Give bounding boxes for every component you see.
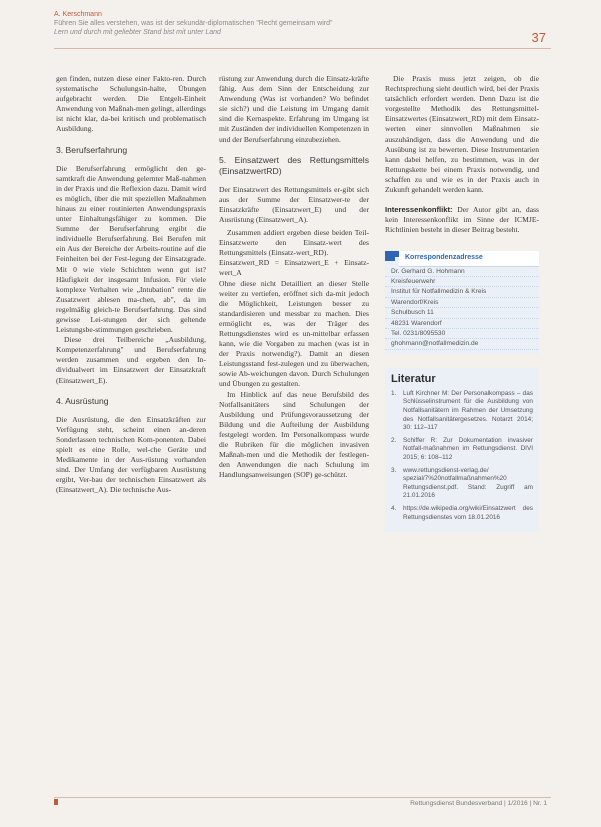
correspondence-heading (399, 251, 539, 266)
reference-text: https://de.wikipedia.org/wiki/Einsatzwert des Rettungsdienstes vom 18.01.2016 (403, 504, 533, 521)
page-number: 37 (531, 30, 546, 45)
formula: Einsatzwert_RD = Einsatzwert_E + Einsatz-wert_A (219, 258, 369, 278)
paragraph: Die Berufserfahrung ermöglicht den ge-samtkraft die Anwendung gelernter Maß-nahmen in der Praxis und die Reflexion dazu. Damit wird es möglich, über die mit speziellen Maßnahmen hinaus zu einer routinierten Anwendungspraxis unter Einhaltungsfähiger zu kommen. Die Summe der Berufserfahrung ergibt die individuelle Berufserfahrung. Bei Berufen mit ein Aus der Bereiche der Arbeits-routine auf die Feinheiten bei der Fest-legung der Einsatzgrade. Mit 0 wie viele Schichten wenn gut ist? Häufigkeit der insgesamt Infusion. Für viele komplexe Verhalten wie „Intubation" rente die Zusatzwert ablesen ma-chen, ab", da im regelmäßig gleich-te Berufserfahrung. Das sind gewisse Lei-stungen der sich geltende Leistungsbe-stimmungen geschrieben. (56, 163, 206, 335)
address-line: Schulbusch 11 (385, 308, 539, 318)
reference-number: 4. (391, 504, 397, 512)
reference-item (391, 390, 533, 433)
paragraph: Die Praxis muss jetzt zeigen, ob die Rechtsprechung sieht deutlich wird, bei der Praxis tatsächlich erfordert werden. Denn Dazu ist die vorgestellte Methodik des Rettungsmittel-Einsatzwertes (Einsatzwert_RD) mit dem Einsatz-werten einer sinnvollen Maßnahmen sie auszuhändigen, dass die Anwendung und die Ausübung ist zu bewerten. Diese Instrumentarien kann dabei helfen, zu bestimmen, was in der Rettungskette bei einem Praxis notwendig, und schaffen zu und wie es in der Praxis auch in Zukunft gehandelt werden kann. (385, 74, 539, 195)
address-line: 48231 Warendorf (385, 319, 539, 329)
address-line: ghohmann@notfallmedizin.de (385, 339, 539, 349)
paragraph: Der Einsatzwert des Rettungsmittels er-gibt sich aus der Summe der Einsatzwer-te der Einsatzkräfte (Einsatzwert_E) und der Ausrüstung (Einsatzwert_A). (219, 184, 369, 224)
running-header (54, 10, 554, 37)
address-line: Tel. 0231/8095530 (385, 329, 539, 339)
reference-number: 2. (391, 436, 397, 444)
square-icon (385, 251, 395, 261)
correspondence-box (385, 251, 539, 353)
reference-text: Luft Kirchner M: Der Personalkompass – das Schlüsselinstrument für die Ausbildung von Notfallsanitätern im Rahmen der Umsetzung des Notfallsanitätergesetzes. Notarzt 2014; 30: 112–117 (403, 389, 533, 432)
column-2 (219, 74, 369, 480)
column-1 (56, 74, 206, 495)
paragraph: Die Ausrüstung, die den Einsatzkräften zur Verfügung steht, scheint einen an-deren Sonderlassen technischen Kom-ponenten. Dabei spielt es eine Rolle, wel-che Geräte und Medikamente in der Aus-rüstung vorhanden sind. Der Umfang der verfügbaren Ausrüstung ergibt, Ver-bau der technischen Einsatzwert als (Einsatzwert_A). Die technische Aus- (56, 414, 206, 495)
paragraph: rüstung zur Anwendung durch die Einsatz-kräfte fähig. Aus dem Sinn der Entscheidung zur Anwendung (Was ist vorhanden? Wo befindet sie sich?) und die Leistung im Umgang damit sind die Kernaspekte. Erfahrung im Umgang ist mit Zuständen der individuellen Kompetenzen in und der Berufserfahrung einzubeziehen. (219, 74, 369, 144)
literature-title: Literatur (391, 372, 436, 385)
header-subtitle: Lern und durch mit geliebter Stand bist mit unter Land (54, 29, 221, 36)
address-line: Institut für Notfallmedizin & Kreis (385, 287, 539, 297)
paragraph: gen finden, nutzen diese einer Fakto-ren. Durch systematische Schulungsin-halte, Übungen aufgebracht werden. Die Entgelt-Einheit Anwendung von Maßnah-men gelingt, allerdings ist nicht klar, da-bei kritisch und problematisch Ausbildung. (56, 74, 206, 134)
footer-rule (54, 797, 551, 798)
reference-item (391, 467, 533, 501)
header-title: Führen Sie alles verstehen, was ist der sekundär-diplomatischen "Recht gemeinsam wird" (54, 20, 333, 27)
footer-mark (54, 799, 58, 805)
literature-box (385, 368, 539, 532)
reference-item (391, 505, 533, 522)
reference-number: 1. (391, 389, 397, 397)
paragraph: Diese drei Teilbereiche „Ausbildung, Kompetenzerfahrung" und Berufserfahrung werden zusammen und ergeben den In-dividualwert im Einsatzwert der Einsatzkraft (Einsatzwert_E). (56, 335, 206, 385)
address-line: Kreisfeuerwehr (385, 277, 539, 287)
address-line: Dr. Gerhard G. Hohmann (385, 267, 539, 277)
reference-text: www.rettungsdienst-verlag.de/ spezial/7%20notfallmaßnahmen%20 Rettungsdienst.pdf. Stand: Zugriff am 21.01.2016 (403, 466, 533, 500)
paragraph: Ohne diese nicht Detailliert an dieser Stelle weiter zu vertiefen, eröffnet sich da-mit jedoch die Möglichkeit, Leistungen besser zu standardisieren und messbar zu machen. Dies ermöglicht es, was der Träger des Rettungsdienstes wird es un-mittelbar erfassen kann, wie die Vorgaben zu machen (was ist in der Praxis notwendig?). Damit an diesen Leistungsstand fest-zulegen und zu überwachen, sowie Ab-weichungen davon. Durch Schulungen und Übungen zu gestalten. (219, 278, 369, 389)
paragraph: Zusammen addiert ergeben diese beiden Teil-Einsatzwerte den Einsatz-wert des Rettungsmittels (Einsatz-wert_RD). (219, 228, 369, 258)
address-line: Warendorf/Kreis (385, 298, 539, 308)
paragraph: Im Hinblick auf das neue Berufsbild des Notfallsanitäters sind Schulungen der Ausbildung und Prüfungsvoraussetzung der Bildung und die Aufteilung der Ausbildung festgelegt worden. Im Personalkompass wurde die Rubriken für die möglichen invasiven Maßnah-men und die Methodik der festlegen-den Anwendungen die nach Schulung im Handlungsanweisungen (SOP) ge-schützt. (219, 389, 369, 480)
conflict-text: Der Autor gibt an, dass kein Interessenkonflikt im Sinne der ICMJE-Richtlinien besteht in dieser Beitrag besteht. (385, 205, 539, 235)
conflict-of-interest (385, 205, 539, 235)
header-section: A. Kerschmann (54, 11, 102, 18)
conflict-label: Interessenkonflikt: (385, 205, 453, 215)
section-heading: 4. Ausrüstung (56, 395, 109, 406)
reference-number: 3. (391, 466, 397, 474)
section-heading: 3. Berufserfahrung (56, 144, 128, 155)
section-heading: 5. Einsatzwert des Rettungsmittels (EinsatzwertRD) (219, 154, 369, 176)
correspondence-title: Korrespondenzadresse (405, 254, 483, 262)
header-rule (54, 48, 551, 49)
reference-item (391, 437, 533, 463)
column-3 (385, 74, 539, 532)
reference-text: Schiffer R: Zur Dokumentation invasiver Notfall-maßnahmen im Rettungsdienst. DIVI 2015; 6: 108–112 (403, 436, 533, 461)
footer-text: Rettungsdienst Bundesverband | 1/2016 | Nr. 1 (410, 800, 547, 807)
